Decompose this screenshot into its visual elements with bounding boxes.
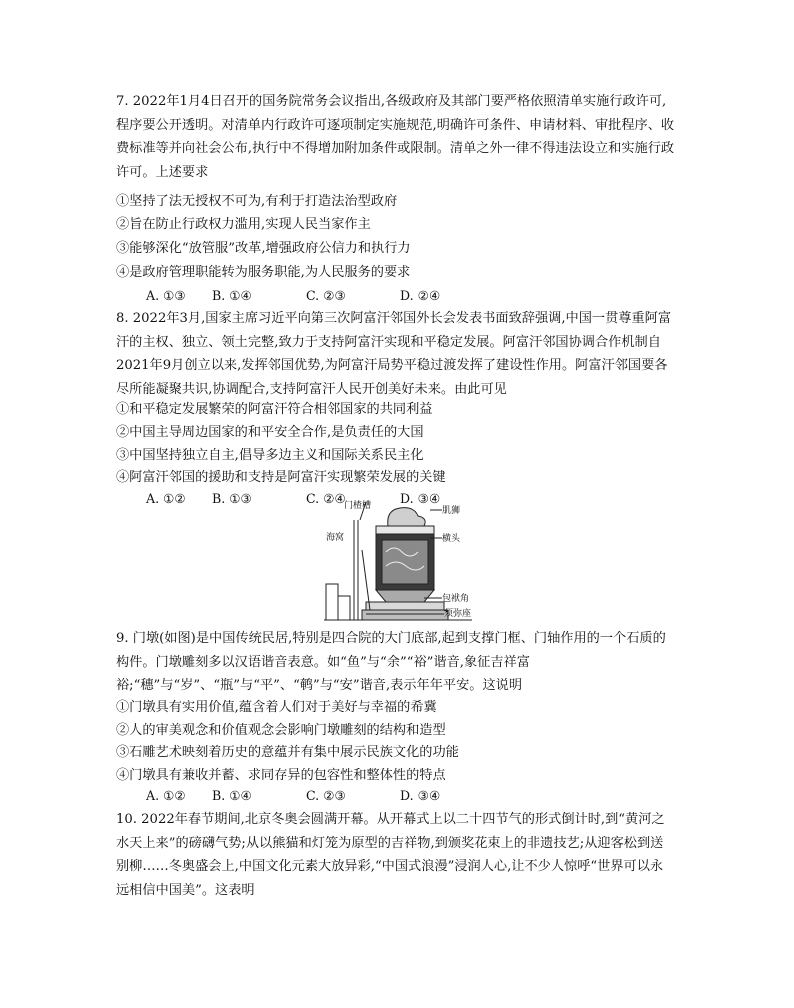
base-top bbox=[366, 602, 444, 610]
q7-option-b: B. ①④ bbox=[212, 288, 252, 303]
q9-item-2: ②人的审美观念和价值观念会影响门墩雕刻的结构和造型 bbox=[116, 723, 446, 738]
q7-option-d: D. ②④ bbox=[400, 288, 441, 303]
q8-option-d: D. ③④ bbox=[400, 491, 441, 506]
sill-step bbox=[338, 596, 350, 620]
cap-band bbox=[376, 526, 434, 534]
q8-item-4: ④阿富汗邻国的援助和支持是阿富汗实现繁荣发展的关键 bbox=[116, 470, 446, 485]
q8-option-c: C. ②④ bbox=[306, 491, 346, 506]
q7-item-3: ③能够深化“放管服”改革,增强政府公信力和执行力 bbox=[116, 241, 411, 256]
lion-carving bbox=[388, 508, 425, 526]
q7-option-c: C. ②③ bbox=[306, 288, 346, 303]
q9-option-a: A. ①② bbox=[146, 788, 186, 803]
q9-option-d: D. ③④ bbox=[400, 788, 441, 803]
q8-item-3: ③中国坚持独立自主,倡导多边主义和国际关系民主化 bbox=[116, 448, 424, 463]
q8-option-b: B. ①③ bbox=[212, 491, 252, 506]
label-lion: 肌狮 bbox=[442, 506, 461, 516]
mendun-figure bbox=[318, 500, 478, 628]
q9-item-4: ④门墩具有兼收并蓄、求同存异的包容性和整体性的特点 bbox=[116, 768, 446, 783]
label-head: 横头 bbox=[442, 534, 461, 544]
q9-option-b: B. ①④ bbox=[212, 788, 252, 803]
q9-option-c: C. ②③ bbox=[306, 788, 346, 803]
q9-stem: 9. 门墩(如图)是中国传统民居,特别是四合院的大门底部,起到支撑门框、门轴作用的一个石质的构件。门墩雕刻多以汉语谐音表意。如“鱼”与“余”“裕”谐音,象征吉祥富裕;“穗”与“岁”、“瓶”与“平”、“鹌”与“安”谐音,表示年年平安。这说明 bbox=[116, 631, 666, 693]
q8-option-a: A. ①② bbox=[146, 491, 186, 506]
label-door-slot: 门楂槽 bbox=[344, 501, 372, 511]
label-socket: 海窝 bbox=[326, 533, 345, 543]
q7-item-2: ②旨在防止行政权力滥用,实现人民当家作主 bbox=[116, 217, 371, 232]
label-sumeru-base: 须弥座 bbox=[444, 609, 472, 619]
q7-item-4: ④是政府管理职能转为服务职能,为人民服务的要求 bbox=[116, 265, 411, 280]
q7-item-1: ①坚持了法无授权不可为,有利于打造法治型政府 bbox=[116, 194, 398, 209]
q8-item-1: ①和平稳定发展繁荣的阿富汗符合相邻国家的共同利益 bbox=[116, 402, 433, 417]
q9-item-3: ③石雕艺术映刻着历史的意蕴并有集中展示民族文化的功能 bbox=[116, 745, 459, 760]
q8-item-2: ②中国主导周边国家的和平安全合作,是负责任的大国 bbox=[116, 425, 424, 440]
carved-panel bbox=[382, 540, 428, 584]
wrap-corner bbox=[376, 590, 434, 602]
q7-option-a: A. ①③ bbox=[146, 288, 186, 303]
label-wrap-corner: 包袱角 bbox=[442, 594, 470, 604]
base-bottom bbox=[362, 610, 448, 620]
q7-stem: 7. 2022年1月4日召开的国务院常务会议指出,各级政府及其部门要严格依照清单实施行政许可,程序要公开透明。对清单内行政许可逐项制定实施规范,明确许可条件、申请材料、审批程序、收费标准等并向社会公布,执行中不得增加附加条件或限制。清单之外一律不得违法设立和实施行政许可。上述要求 bbox=[116, 94, 675, 180]
q9-item-1: ①门墩具有实用价值,蕴含着人们对于美好与幸福的希冀 bbox=[116, 700, 437, 715]
q8-stem: 8. 2022年3月,国家主席习近平向第三次阿富汗邻国外长会发表书面致辞强调,中国一贯尊重阿富汗的主权、独立、领土完整,致力于支持阿富汗实现和平稳定发展。阿富汗邻国协调合作机制自2021年9月创立以来,发挥邻国优势,为阿富汗局势平稳过渡发挥了建设性作用。阿富汗邻国要各尽所能凝聚共识,协调配合,支持阿富汗人民开创美好未来。由此可见 bbox=[116, 311, 672, 397]
doorframe-post bbox=[326, 584, 338, 620]
q10-stem: 10. 2022年春节期间,北京冬奥会圆满开幕。从开幕式上以二十四节气的形式倒计时,到“黄河之水天上来”的磅礴气势;从以熊猫和灯笼为原型的吉祥物,到颁奖花束上的非遗技艺;从迎客松到送别柳……冬奥盛会上,中国文化元素大放异彩,“中国式浪漫”浸润人心,让不少人惊呼“世界可以永远相信中国美”。这表明 bbox=[116, 812, 665, 898]
